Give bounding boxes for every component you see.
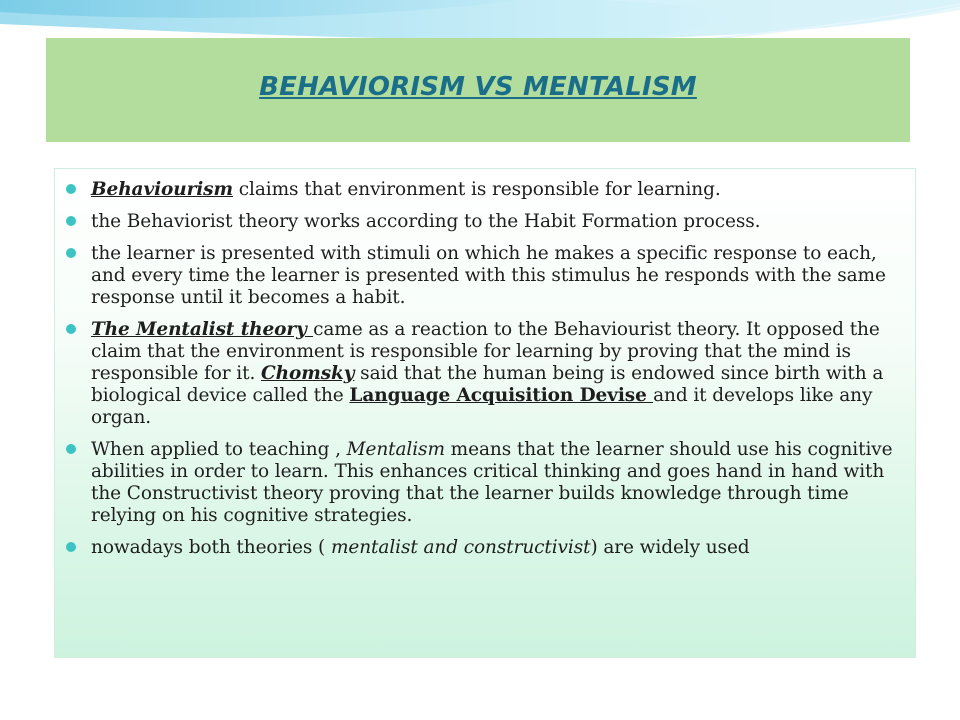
bullet-text: claims that environment is responsible for learning.	[232, 179, 721, 200]
term-behaviourism: Behaviourism	[91, 179, 233, 200]
bullet-text: came as a reaction to the Behaviourist theory. It opposed the claim that the environment is responsible for learning by proving that the mind is responsible for it.	[91, 319, 880, 384]
bullet-dot-icon	[66, 444, 76, 454]
bullet-item-6	[91, 537, 901, 559]
bullet-text: and it develops like any organ.	[91, 385, 873, 428]
bullet-list	[91, 179, 901, 559]
term-chomsky: Chomsky	[261, 363, 355, 384]
bullet-item-1	[91, 179, 901, 201]
term-mentalism: Mentalism	[346, 439, 445, 460]
slide-title: BEHAVIORISM VS MENTALISM	[259, 72, 697, 102]
bullet-text: ) are widely used	[590, 537, 750, 558]
bullet-text: When applied to teaching ,	[91, 439, 347, 460]
bullet-item-4	[91, 319, 901, 429]
bullet-text: means that the learner should use his cognitive abilities in order to learn. This enhances critical thinking and goes hand in hand with the Constructivist theory proving that the learner builds knowledge through time relying on his cognitive strategies.	[91, 439, 893, 526]
bullet-item-3	[91, 243, 901, 309]
term-theories: mentalist and constructivist	[330, 537, 591, 558]
bullet-dot-icon	[66, 542, 76, 552]
bullet-dot-icon	[66, 216, 76, 226]
bullet-text: nowadays both theories (	[91, 537, 331, 558]
term-language-acquisition-devise: Language Acquisition Devise	[349, 385, 654, 406]
term-mentalist-theory: The Mentalist theory	[91, 319, 314, 340]
bullet-dot-icon	[66, 324, 76, 334]
bullet-item-2	[91, 211, 901, 233]
bullet-dot-icon	[66, 248, 76, 258]
bullet-text: said that the human being is endowed since birth with a biological device called the	[91, 363, 884, 406]
title-bar	[46, 38, 910, 142]
bullet-text: the learner is presented with stimuli on which he makes a specific response to each, and every time the learner is presented with this stimulus he responds with the same response until it becomes a habit.	[91, 243, 886, 308]
content-box	[54, 168, 916, 658]
bullet-item-5	[91, 439, 901, 527]
bullet-text: the Behaviorist theory works according to the Habit Formation process.	[91, 211, 761, 232]
bullet-dot-icon	[66, 184, 76, 194]
